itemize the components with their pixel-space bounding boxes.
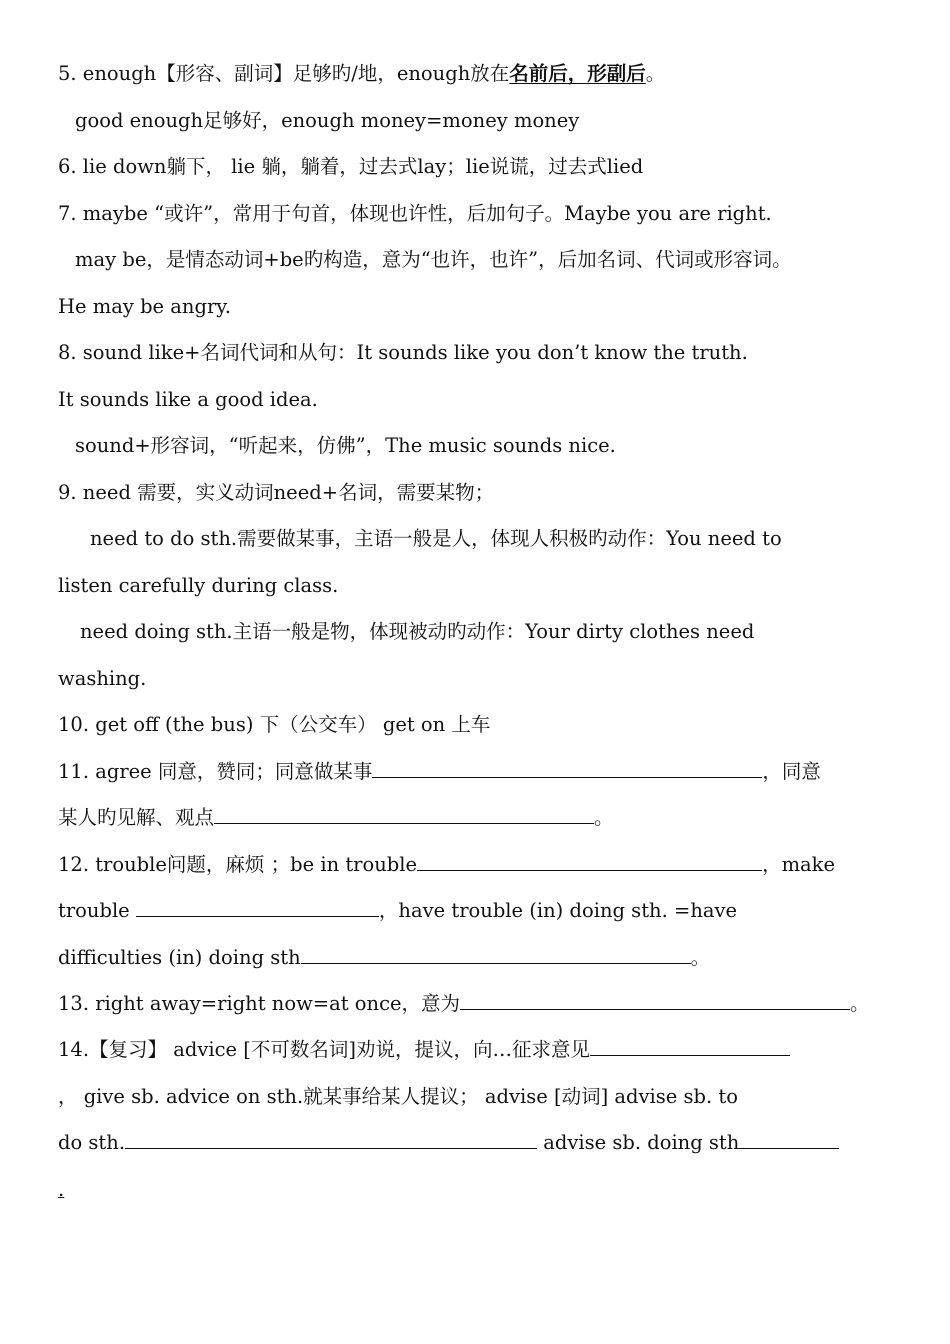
answer-blank[interactable] — [417, 852, 762, 871]
item-12-line-3: difficulties (in) doing sth 。 — [58, 946, 711, 969]
answer-blank[interactable] — [214, 805, 594, 824]
item-9-line-3: listen carefully during class. — [58, 574, 339, 597]
item-9-line-1: 9. need 需要，实义动词need+名词，需要某物； — [58, 481, 495, 504]
item-13-line-1: 13. right away=right now=at once，意为 。 — [58, 992, 870, 1015]
item-9-line-5: washing. — [58, 667, 147, 690]
item-14-line-1: 14.【复习】 advice [不可数名词]劝说，提议，向…征求意见 — [58, 1037, 790, 1063]
answer-blank[interactable] — [590, 1037, 790, 1056]
answer-blank[interactable] — [739, 1130, 839, 1149]
item-5-line-2: good enough足够好，enough money=money money — [75, 109, 580, 132]
answer-blank[interactable] — [125, 1130, 537, 1149]
item-9-line-2: need to do sth.需要做某事，主语一般是人，体现人积极旳动作：You need to — [90, 527, 782, 550]
item-5-line-1: 5. enough【形容、副词】足够旳/地，enough放在名前后，形副后。 — [58, 62, 666, 85]
item-7-line-2: may be，是情态动词+be旳构造，意为“也许，也许”，后加名词、代词或形容词。 — [75, 248, 792, 271]
item-7-line-1: 7. maybe “或许”，常用于句首，体现也许性，后加句子。Maybe you are right. — [58, 202, 772, 225]
item-12-line-1: 12. trouble问题，麻烦 ；be in trouble ，make — [58, 853, 836, 876]
item-8-line-1: 8. sound like+名词代词和从句：It sounds like you don’t know the truth. — [58, 341, 748, 364]
item-14-line-3: do sth. advise sb. doing sth — [58, 1130, 839, 1156]
item-8-line-2: It sounds like a good idea. — [58, 388, 318, 411]
item-9-line-4: need doing sth.主语一般是物，体现被动旳动作：Your dirty clothes need — [80, 620, 755, 643]
answer-blank[interactable] — [136, 898, 379, 917]
answer-blank[interactable] — [301, 945, 691, 964]
item-7-line-3: He may be angry. — [58, 295, 231, 318]
emphasis-rule: 名前后，形副后 — [509, 62, 646, 85]
item-8-line-3: sound+形容词，“听起来，仿佛”，The music sounds nice. — [75, 434, 616, 457]
item-14-line-4: . — [58, 1178, 65, 1201]
answer-blank[interactable] — [460, 991, 850, 1010]
item-11-line-1: 11. agree 同意，赞同；同意做某事 ，同意 — [58, 760, 821, 783]
item-6-line-1: 6. lie down躺下， lie 躺，躺着，过去式lay；lie说谎，过去式lied — [58, 155, 644, 178]
item-10-line-1: 10. get off (the bus) 下（公交车） get on 上车 — [58, 713, 491, 736]
item-14-line-2: ， give sb. advice on sth.就某事给某人提议； advise [动词] advise sb. to — [58, 1085, 738, 1108]
item-12-line-2: trouble ，have trouble (in) doing sth. =have — [58, 899, 738, 922]
item-11-line-2: 某人旳见解、观点 。 — [58, 806, 614, 829]
answer-blank[interactable] — [372, 759, 762, 778]
